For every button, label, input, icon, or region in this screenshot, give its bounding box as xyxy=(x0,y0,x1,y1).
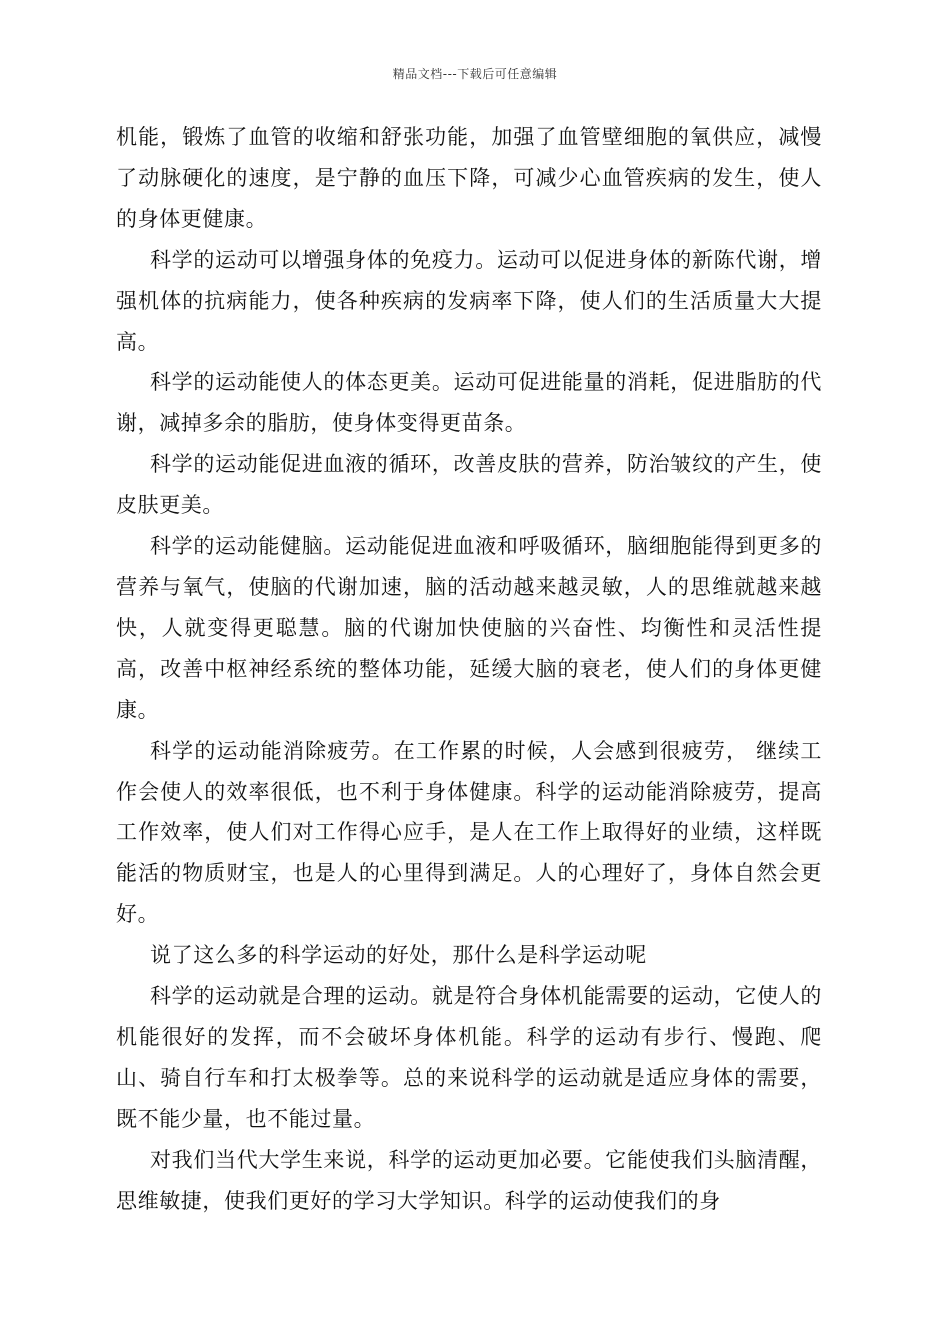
paragraph: 对我们当代大学生来说，科学的运动更加必要。它能使我们头脑清醒，思维敏捷，使我们更好的学习大学知识。科学的运动使我们的身 xyxy=(116,1147,822,1213)
page-header: 精品文档---下载后可任意编辑 xyxy=(392,67,558,81)
paragraph: 科学的运动能健脑。运动能促进血液和呼吸循环，脑细胞能得到更多的营养与氧气，使脑的代谢加速，脑的活动越来越灵敏，人的思维就越来越快，人就变得更聪慧。脑的代谢加快使脑的兴奋性、均衡性和灵活性提高，改善中枢神经系统的整体功能，延缓大脑的衰老，使人们的身体更健康。 xyxy=(116,534,822,722)
paragraph: 机能，锻炼了血管的收缩和舒张功能，加强了血管壁细胞的氧供应，减慢了动脉硬化的速度，是宁静的血压下降，可减少心血管疾病的发生，使人的身体更健康。 xyxy=(116,125,822,231)
paragraph: 科学的运动就是合理的运动。就是符合身体机能需要的运动，它使人的机能很好的发挥，而不会破坏身体机能。科学的运动有步行、慢跑、爬山、骑自行车和打太极拳等。总的来说科学的运动就是适应身体的需要，既不能少量，也不能过量。 xyxy=(116,984,822,1131)
paragraph: 科学的运动能使人的体态更美。运动可促进能量的消耗，促进脂肪的代谢，减掉多余的脂肪，使身体变得更苗条。 xyxy=(116,370,822,436)
paragraph: 科学的运动可以增强身体的免疫力。运动可以促进身体的新陈代谢，增强机体的抗病能力，使各种疾病的发病率下降，使人们的生活质量大大提高。 xyxy=(116,247,822,354)
paragraph: 科学的运动能促进血液的循环，改善皮肤的营养，防治皱纹的产生，使皮肤更美。 xyxy=(116,452,822,518)
paragraph: 科学的运动能消除疲劳。在工作累的时候，人会感到很疲劳， 继续工作会使人的效率很低，也不利于身体健康。科学的运动能消除疲劳，提高工作效率，使人们对工作得心应手，是人在工作上取得好的业绩，这样既能活的物质财宝，也是人的心里得到满足。人的心理好了，身体自然会更好。 xyxy=(116,738,822,927)
paragraph: 说了这么多的科学运动的好处，那什么是科学运动呢 xyxy=(150,943,647,968)
document-body xyxy=(116,117,822,1221)
